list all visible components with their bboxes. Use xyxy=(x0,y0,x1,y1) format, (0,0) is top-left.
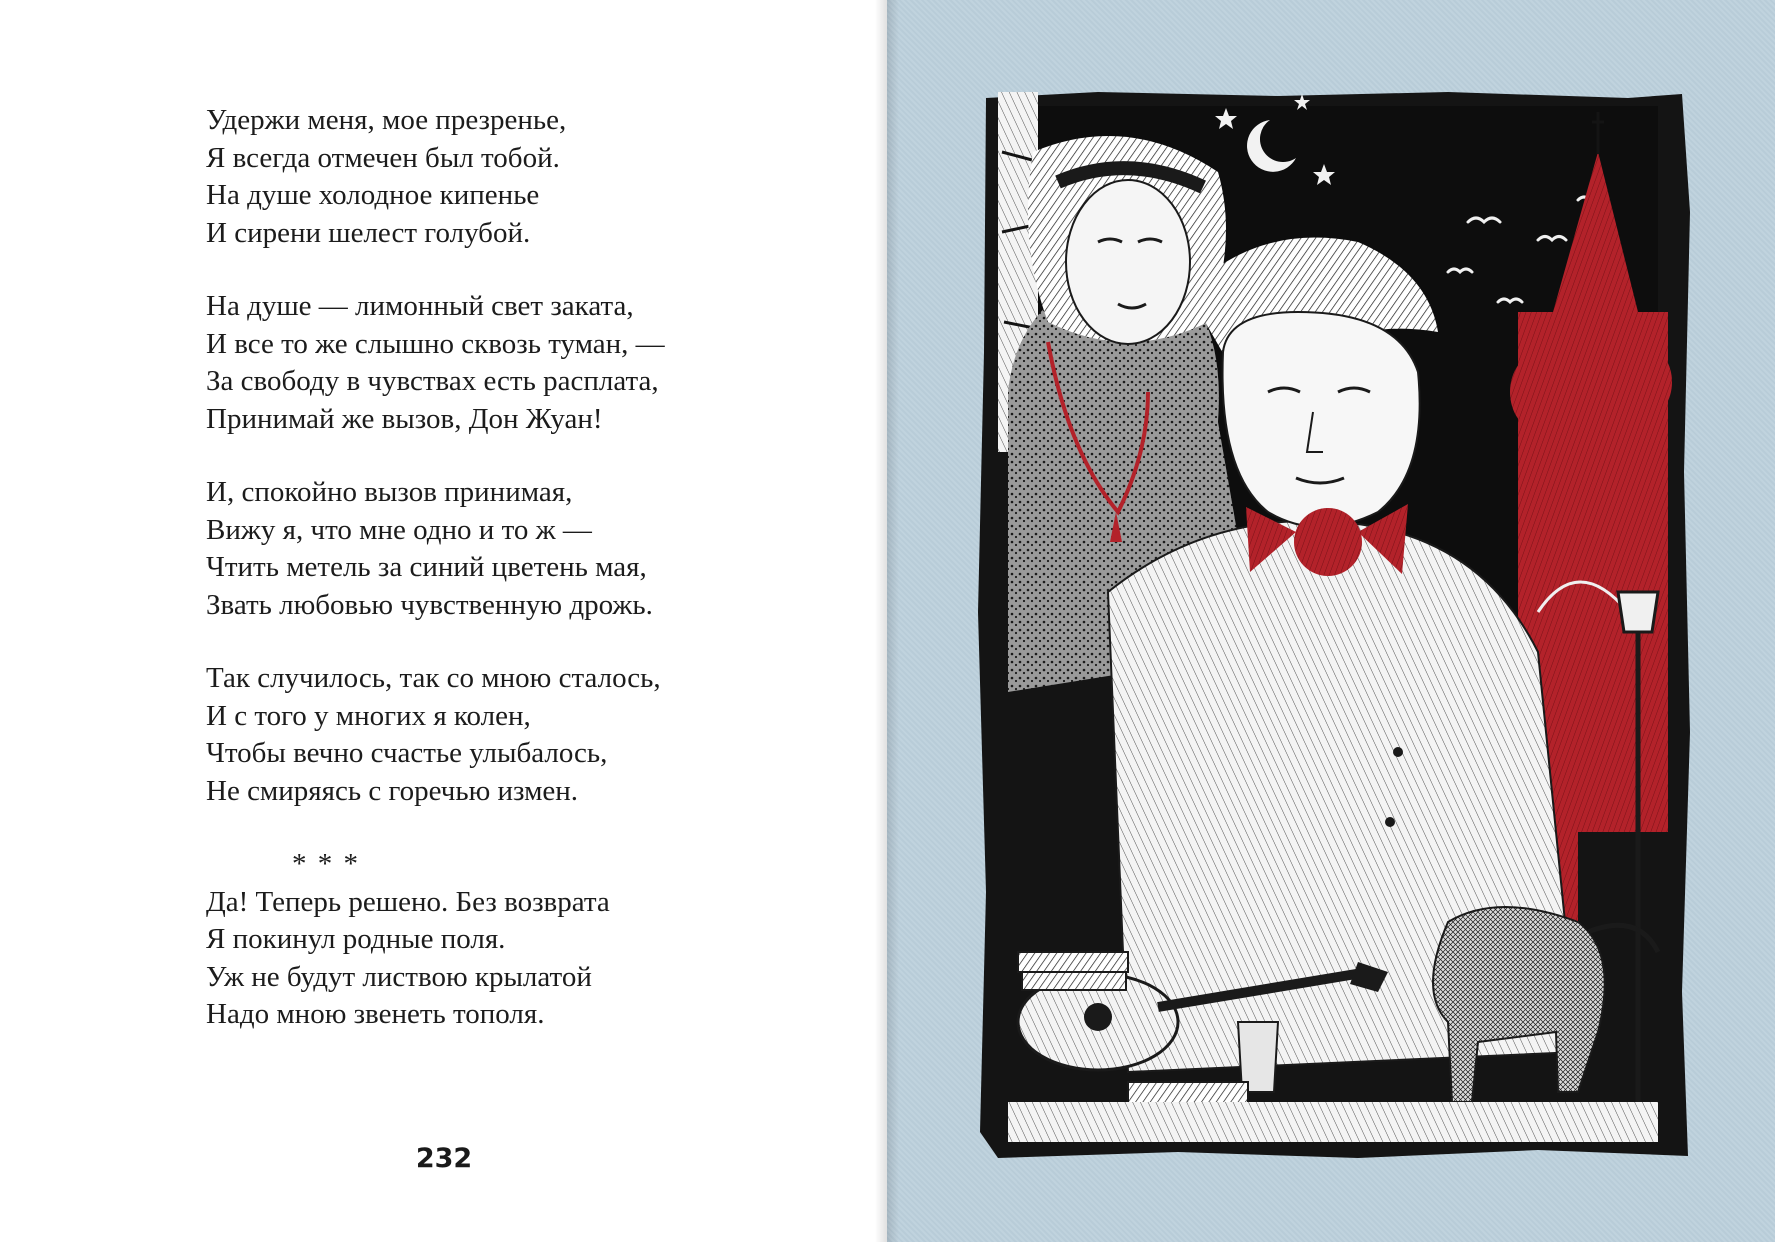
left-page xyxy=(0,0,887,1242)
poem-line: Чтить метель за синий цветень мая, xyxy=(206,551,647,583)
poem-line: На душе — лимонный свет заката, xyxy=(206,290,634,322)
poem-line: Удержи меня, мое презренье, xyxy=(206,104,567,136)
poem-line: Да! Теперь решено. Без возврата xyxy=(206,885,610,918)
poem-line: И все то же слышно сквозь туман, — xyxy=(206,327,665,360)
illustration xyxy=(978,92,1690,1159)
stanza xyxy=(206,660,806,810)
poem-line: И, спокойно вызов принимая, xyxy=(206,476,573,508)
poem-line: Так случилось, так со мною сталось, xyxy=(206,662,661,694)
poem-line: Уж не будут листвою крылатой xyxy=(206,960,592,993)
page-number: 232 xyxy=(415,1143,473,1174)
next-poem xyxy=(206,846,806,1034)
poem-line: Не смиряясь с горечью измен. xyxy=(206,774,579,807)
poem-line: На душе холодное кипенье xyxy=(206,179,540,211)
stanza xyxy=(206,102,806,252)
stanza xyxy=(206,474,806,624)
poem-line: Я всегда отмечен был тобой. xyxy=(206,141,560,174)
book-gutter-shadow xyxy=(875,0,899,1242)
stanza xyxy=(206,288,806,438)
poem-line: Принимай же вызов, Дон Жуан! xyxy=(206,402,603,435)
poem-line: И сирени шелест голубой. xyxy=(206,216,531,249)
poem-line: За свободу в чувствах есть расплата, xyxy=(206,365,659,397)
poem-line: Вижу я, что мне одно и то ж — xyxy=(206,513,592,546)
poem-line: И с того у многих я колен, xyxy=(206,699,531,732)
poem-text xyxy=(206,102,806,1034)
poem-line: Чтобы вечно счастье улыбалось, xyxy=(206,737,608,769)
poem-line: Звать любовью чувственную дрожь. xyxy=(206,588,653,621)
poem-line: Я покинул родные поля. xyxy=(206,923,506,955)
poem-line: Надо мною звенеть тополя. xyxy=(206,998,545,1030)
poem-separator: * * * xyxy=(292,848,360,880)
